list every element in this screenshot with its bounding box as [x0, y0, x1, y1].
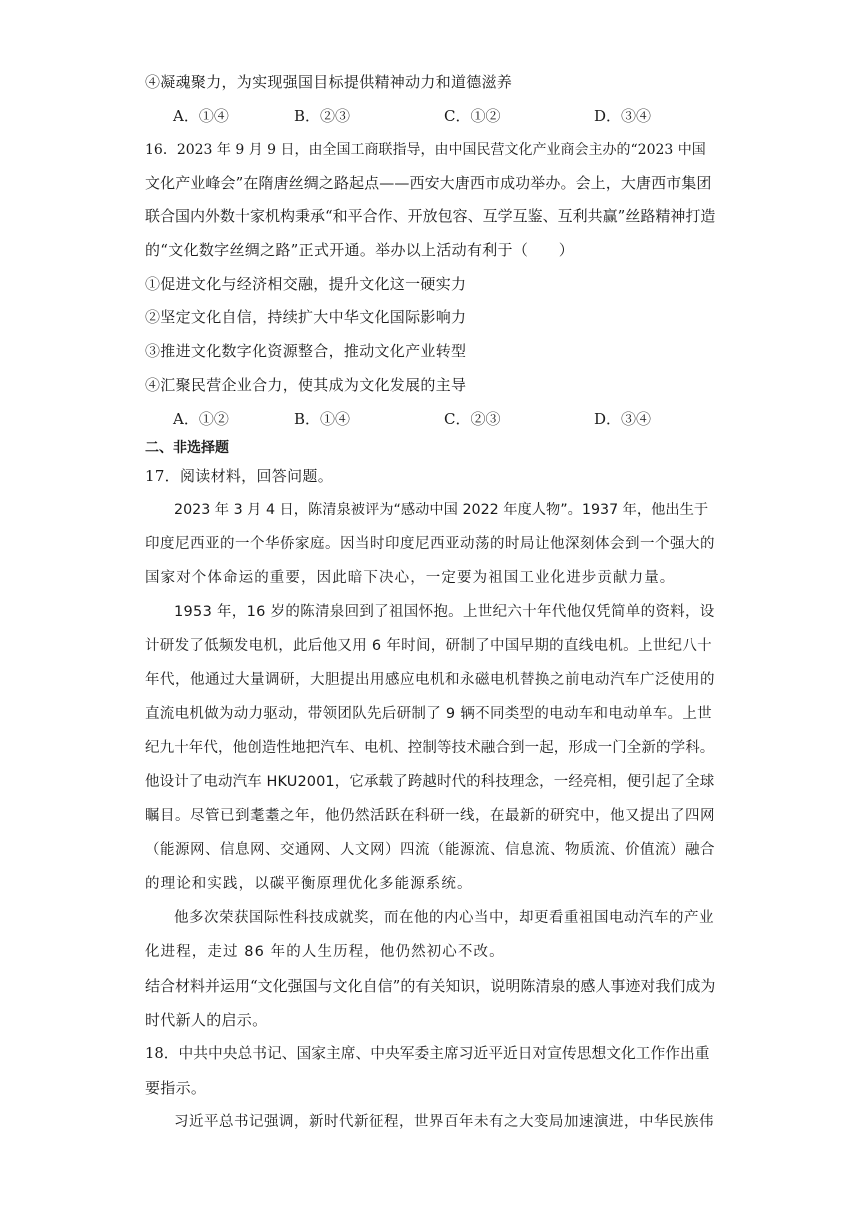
q17-material-line: 2023 年 3 月 4 日，陈清泉被评为“感动中国 2022 年度人物”。1937 年，他出生于 — [174, 502, 709, 518]
q15-option-d: D．③④ — [594, 107, 652, 125]
q15-options — [0, 105, 860, 127]
q15-item-4: ④凝魂聚力，为实现强国目标提供精神动力和道德滋养 — [145, 73, 513, 91]
q16-options — [0, 408, 860, 430]
q16-stem-line-2: 文化产业峰会”在隋唐丝绸之路起点——西安大唐西市成功举办。会上，大唐西市集团 — [145, 174, 712, 192]
q17-material-line: 印度尼西亚的一个华侨家庭。因当时印度尼西亚动荡的时局让他深刻体会到一个强大的 — [145, 536, 715, 552]
q15-option-b: B．②③ — [294, 107, 351, 125]
q17-material-line: 瞩目。尽管已到耄耋之年，他仍然活跃在科研一线，在最新的研究中，他又提出了四网 — [145, 808, 715, 824]
section-heading: 二、非选择题 — [145, 440, 229, 456]
q17-material-line: 直流电机做为动力驱动，带领团队先后研制了 9 辆不同类型的电动车和电动单车。上世 — [145, 706, 712, 722]
q17-stem: 17．阅读材料，回答问题。 — [145, 467, 333, 485]
q18-stem-line-1: 18．中共中央总书记、国家主席、中央军委主席习近平近日对宣传思想文化工作作出重 — [145, 1045, 710, 1062]
q17-material-line: （能源网、信息网、交通网、人文网）四流（能源流、信息流、物质流、价值流）融合 — [145, 842, 715, 858]
q16-option-b: B．①④ — [294, 410, 351, 428]
q16-stem-line-4: 的“文化数字丝绸之路”正式开通。举办以上活动有利于（ ） — [145, 241, 575, 259]
q17-question-line-1: 结合材料并运用“文化强国与文化自信”的有关知识，说明陈清泉的感人事迹对我们成为 — [145, 977, 716, 995]
q17-material-line: 年代，他通过大量调研，大胆提出用感应电机和永磁电机替换之前电动汽车广泛使用的 — [145, 672, 715, 688]
q16-option-d: D．③④ — [594, 410, 652, 428]
q15-option-a: A．①④ — [173, 107, 229, 125]
q16-option-a: A．①② — [173, 410, 229, 428]
q17-material-line: 纪九十年代，他创造性地把汽车、电机、控制等技术融合到一起，形成一门全新的学科。 — [145, 740, 715, 756]
q16-item-1: ①促进文化与经济相交融，提升文化这一硬实力 — [145, 275, 467, 293]
q18-material-line: 习近平总书记强调，新时代新征程，世界百年未有之大变局加速演进，中华民族伟 — [174, 1114, 714, 1130]
q17-material-line: 国家对个体命运的重要，因此暗下决心，一定要为祖国工业化进步贡献力量。 — [145, 570, 676, 586]
q16-item-3: ③推进文化数字化资源整合，推动文化产业转型 — [145, 342, 467, 360]
q16-item-4: ④汇聚民营企业合力，使其成为文化发展的主导 — [145, 376, 467, 394]
q16-item-2: ②坚定文化自信，持续扩大中华文化国际影响力 — [145, 308, 467, 326]
q15-option-c: C．①② — [444, 107, 501, 125]
q16-option-c: C．②③ — [444, 410, 501, 428]
q16-stem-line-3: 联合国内外数十家机构秉承“和平合作、开放包容、互学互鉴、互利共赢”丝路精神打造 — [145, 207, 716, 225]
q17-material-line: 他多次荣获国际性科技成就奖，而在他的内心当中，却更看重祖国电动汽车的产业 — [174, 910, 714, 926]
q17-material-line: 化进程，走过 86 年的人生历程，他仍然初心不改。 — [145, 944, 505, 960]
q17-material-line: 1953 年，16 岁的陈清泉回到了祖国怀抱。上世纪六十年代他仅凭简单的资料，设 — [174, 604, 715, 620]
q18-stem-line-2: 要指示。 — [145, 1079, 207, 1097]
q17-question-line-2: 时代新人的启示。 — [145, 1011, 268, 1029]
q17-material-line: 的理论和实践，以碳平衡原理优化多能源系统。 — [145, 876, 473, 892]
q17-material-line: 计研发了低频发电机，此后他又用 6 年时间，研制了中国早期的直线电机。上世纪八十 — [145, 638, 712, 654]
q17-material-line: 他设计了电动汽车 HKU2001，它承载了跨越时代的科技理念，一经亮相，便引起了全球 — [145, 774, 715, 790]
q16-stem-line-1: 16．2023 年 9 月 9 日，由全国工商联指导，由中国民营文化产业商会主办的“2023 中国 — [145, 142, 706, 158]
